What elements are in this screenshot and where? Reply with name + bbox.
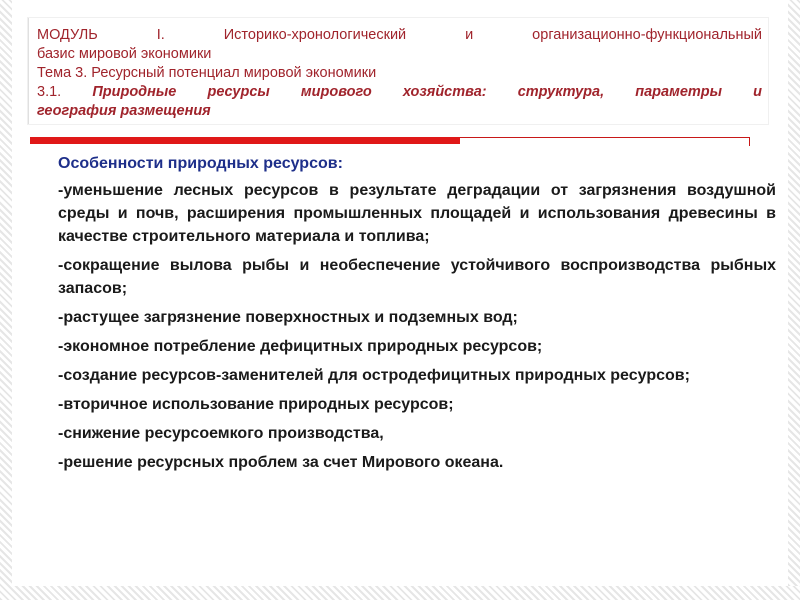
divider-red-bar <box>30 137 460 144</box>
list-item: -растущее загрязнение поверхностных и подземных вод; <box>58 309 518 326</box>
subtopic-title <box>37 83 762 102</box>
slide-header <box>28 18 768 124</box>
list-item: -сокращение вылова рыбы и необеспечение устойчивого воспроизводства рыбных запасов; <box>58 257 776 297</box>
list-item: -снижение ресурсоемкого производства, <box>58 425 384 442</box>
list-item: -экономное потребление дефицитных природных ресурсов; <box>58 338 543 355</box>
right-decor-stripe <box>788 0 800 600</box>
topic-title: Тема 3. Ресурсный потенциал мировой экономики <box>37 65 377 81</box>
section-heading: Особенности природных ресурсов: <box>58 155 343 172</box>
list-item: -решение ресурсных проблем за счет Мирового океана. <box>58 454 504 471</box>
module-title: МОДУЛЬ I. Историко-хронологический и организационно-функциональный <box>37 27 762 43</box>
left-decor-stripe <box>0 0 12 600</box>
list-item: -уменьшение лесных ресурсов в результате деградации от загрязнения воздушной среды и почв, расширения промышленных площадей и использования древесины в качестве строительного материала и топлива; <box>58 182 776 245</box>
list-item: -создание ресурсов-заменителей для остродефицитных природных ресурсов; <box>58 367 690 384</box>
divider-end-tick <box>749 137 750 146</box>
module-title-cont: базис мировой экономики <box>37 46 212 62</box>
list-item: -вторичное использование природных ресурсов; <box>58 396 454 413</box>
divider-thin-line <box>460 137 750 138</box>
bottom-decor-stripe <box>0 586 800 600</box>
subtopic-title-text: Природные ресурсы мирового хозяйства: структура, параметры и <box>92 84 762 100</box>
subtopic-number: 3.1. <box>37 84 93 100</box>
slide-body <box>12 148 788 566</box>
subtopic-title-cont: география размещения <box>37 103 211 119</box>
